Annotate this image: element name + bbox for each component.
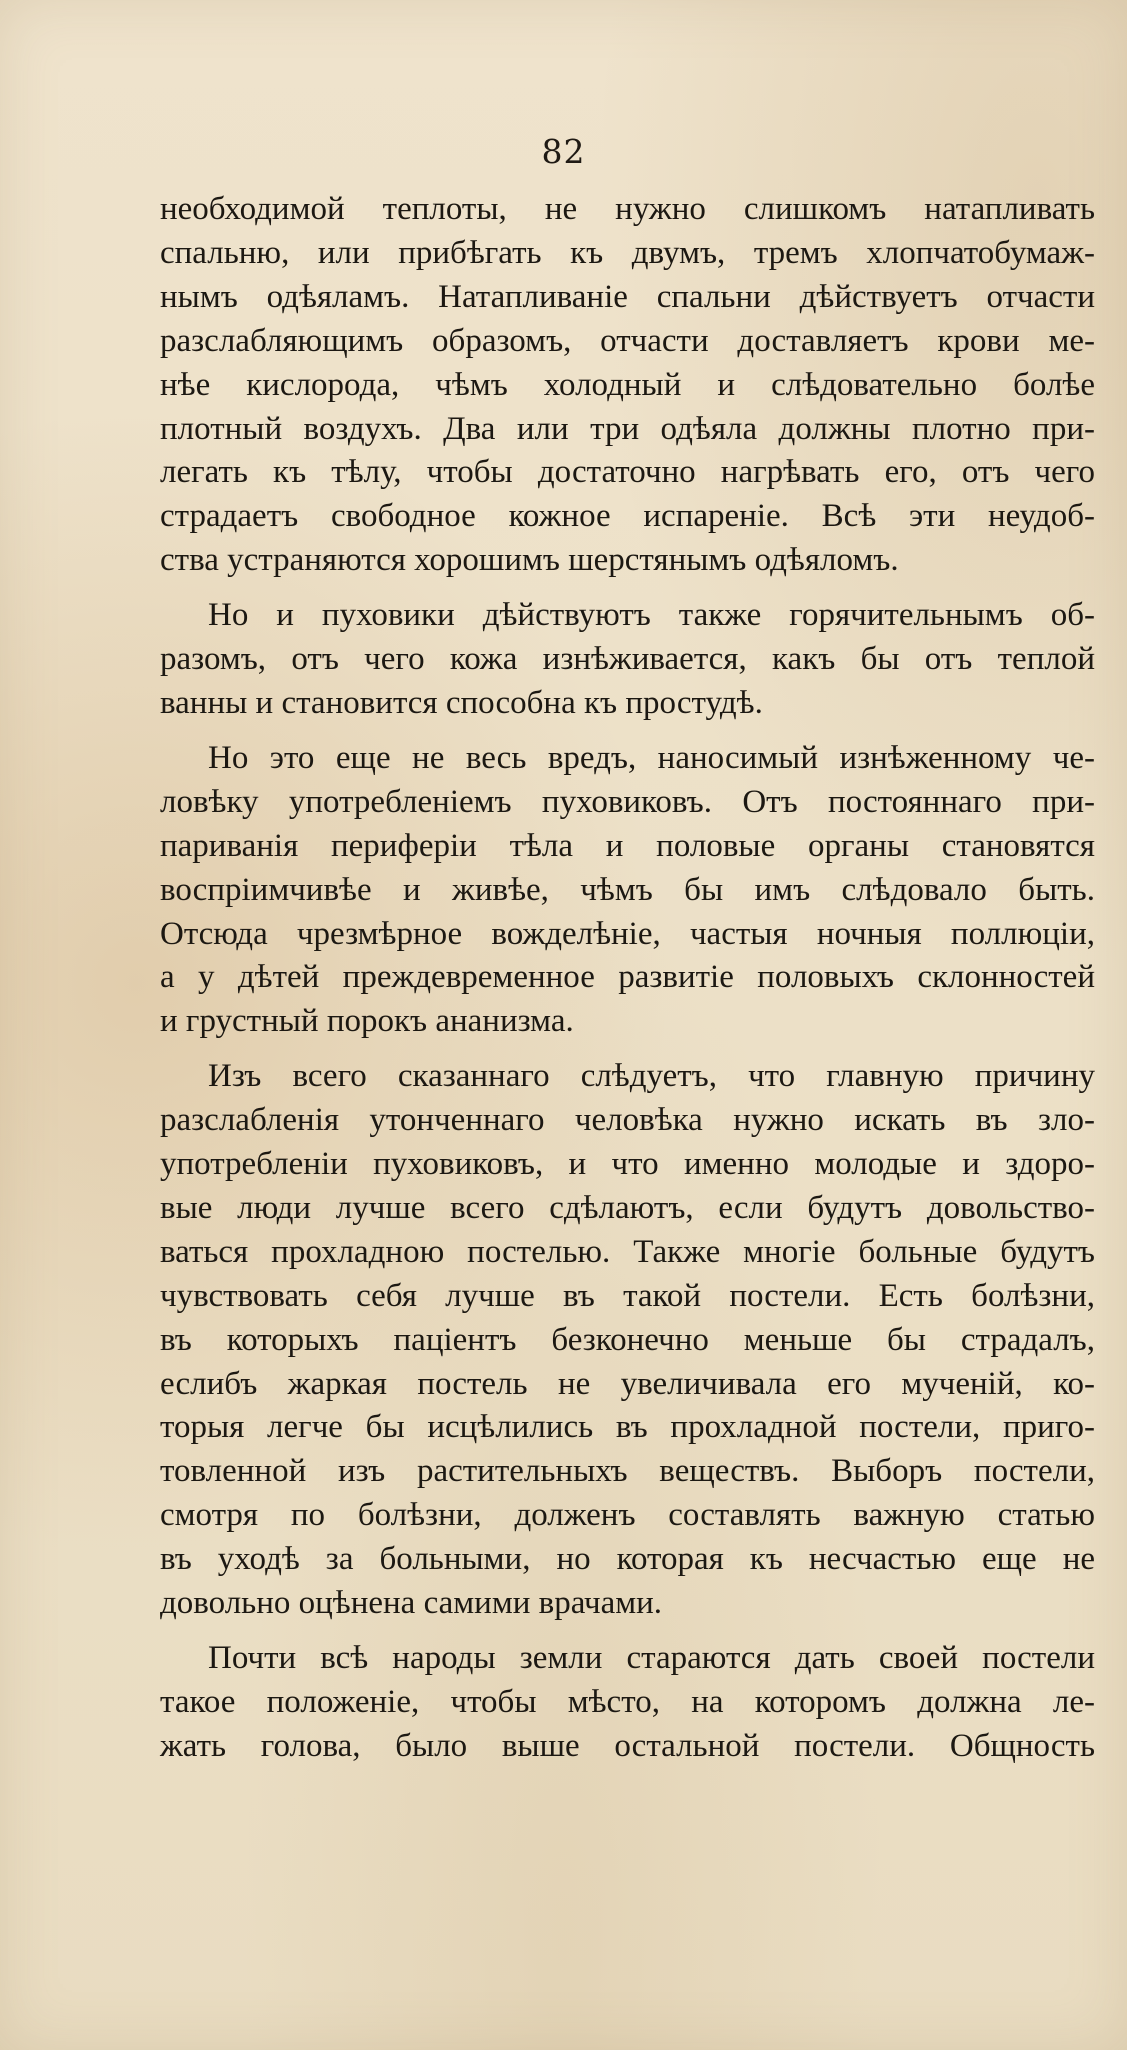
text-line: разслабляющимъ образомъ, отчасти доставляетъ крови ме- <box>160 322 1095 359</box>
text-line: въ уходѣ за больными, но которая къ несчастью еще не <box>160 1541 1095 1578</box>
text-line: ваться прохладною постелью. Также многіе больные будутъ <box>160 1233 1095 1270</box>
text-line: смотря по болѣзни, долженъ составлять важную статью <box>160 1497 1095 1534</box>
text-line: страдаетъ свободное кожное испареніе. Всѣ эти неудоб- <box>160 498 1095 535</box>
text-line: нѣе кислорода, чѣмъ холодный и слѣдовательно болѣе <box>160 366 1095 403</box>
text-line: Почти всѣ народы земли стараются дать своей постели <box>208 1640 1095 1676</box>
paragraph <box>160 1637 1095 1769</box>
paragraph <box>160 188 1095 583</box>
text-line: довольно оцѣнена самими врачами. <box>160 1585 663 1622</box>
text-line: въ которыхъ паціентъ безконечно меньше бы страдалъ, <box>160 1321 1095 1358</box>
text-line: легать къ тѣлу, чтобы достаточно нагрѣвать его, отъ чего <box>160 454 1095 491</box>
page-number: 82 <box>541 132 586 171</box>
text-line: Но это еще не весь вредъ, наносимый изнѣженному че- <box>208 739 1095 776</box>
text-line: а у дѣтей преждевременное развитіе половыхъ склонностей <box>160 959 1095 996</box>
text-line: еслибъ жаркая постель не увеличивала его мученій, ко- <box>160 1365 1095 1402</box>
text-line: разслабленія утонченнаго человѣка нужно искать въ зло- <box>160 1102 1095 1139</box>
text-line: и грустный порокъ ананизма. <box>160 1003 574 1040</box>
text-line: плотный воздухъ. Два или три одѣяла должны плотно при- <box>160 410 1095 447</box>
text-line: Но и пуховики дѣйствуютъ также горячительнымъ об- <box>208 597 1095 634</box>
text-line: торыя легче бы исцѣлились въ прохладной постели, приго- <box>160 1409 1095 1446</box>
body-text <box>160 188 1095 1780</box>
text-line: спальню, или прибѣгать къ двумъ, тремъ хлопчатобумаж- <box>160 234 1095 271</box>
text-line: ства устраняются хорошимъ шерстянымъ одѣяломъ. <box>160 542 899 579</box>
text-line: париванія периферіи тѣла и половые органы становятся <box>160 827 1095 864</box>
text-line: воспріимчивѣе и живѣе, чѣмъ бы имъ слѣдовало быть. <box>160 871 1095 908</box>
text-line: чувствовать себя лучше въ такой постели. Есть болѣзни, <box>160 1277 1095 1314</box>
paragraph <box>160 737 1095 1044</box>
text-line: ловѣку употребленіемъ пуховиковъ. Отъ постояннаго при- <box>160 783 1095 820</box>
text-line: товленной изъ растительныхъ веществъ. Выборъ постели, <box>160 1453 1095 1490</box>
text-line: Изъ всего сказаннаго слѣдуетъ, что главную причину <box>208 1058 1095 1095</box>
text-line: такое положеніе, чтобы мѣсто, на которомъ должна ле- <box>160 1683 1095 1720</box>
text-line: ванны и становится способна къ простудѣ. <box>160 684 763 721</box>
text-line: Отсюда чрезмѣрное вожделѣніе, частыя ночныя поллюціи, <box>160 915 1095 952</box>
text-line: нымъ одѣяламъ. Натапливаніе спальни дѣйствуетъ отчасти <box>160 278 1095 315</box>
text-line: необходимой теплоты, не нужно слишкомъ натапливать <box>160 191 1095 227</box>
text-line: употребленіи пуховиковъ, и что именно молодые и здоро- <box>160 1146 1095 1183</box>
text-line: вые люди лучше всего сдѣлаютъ, если будутъ довольство- <box>160 1189 1095 1226</box>
paragraph <box>160 594 1095 726</box>
text-line: жать голова, было выше остальной постели. Общность <box>160 1727 1095 1764</box>
paragraph <box>160 1055 1095 1626</box>
text-line: разомъ, отъ чего кожа изнѣживается, какъ бы отъ теплой <box>160 641 1095 678</box>
